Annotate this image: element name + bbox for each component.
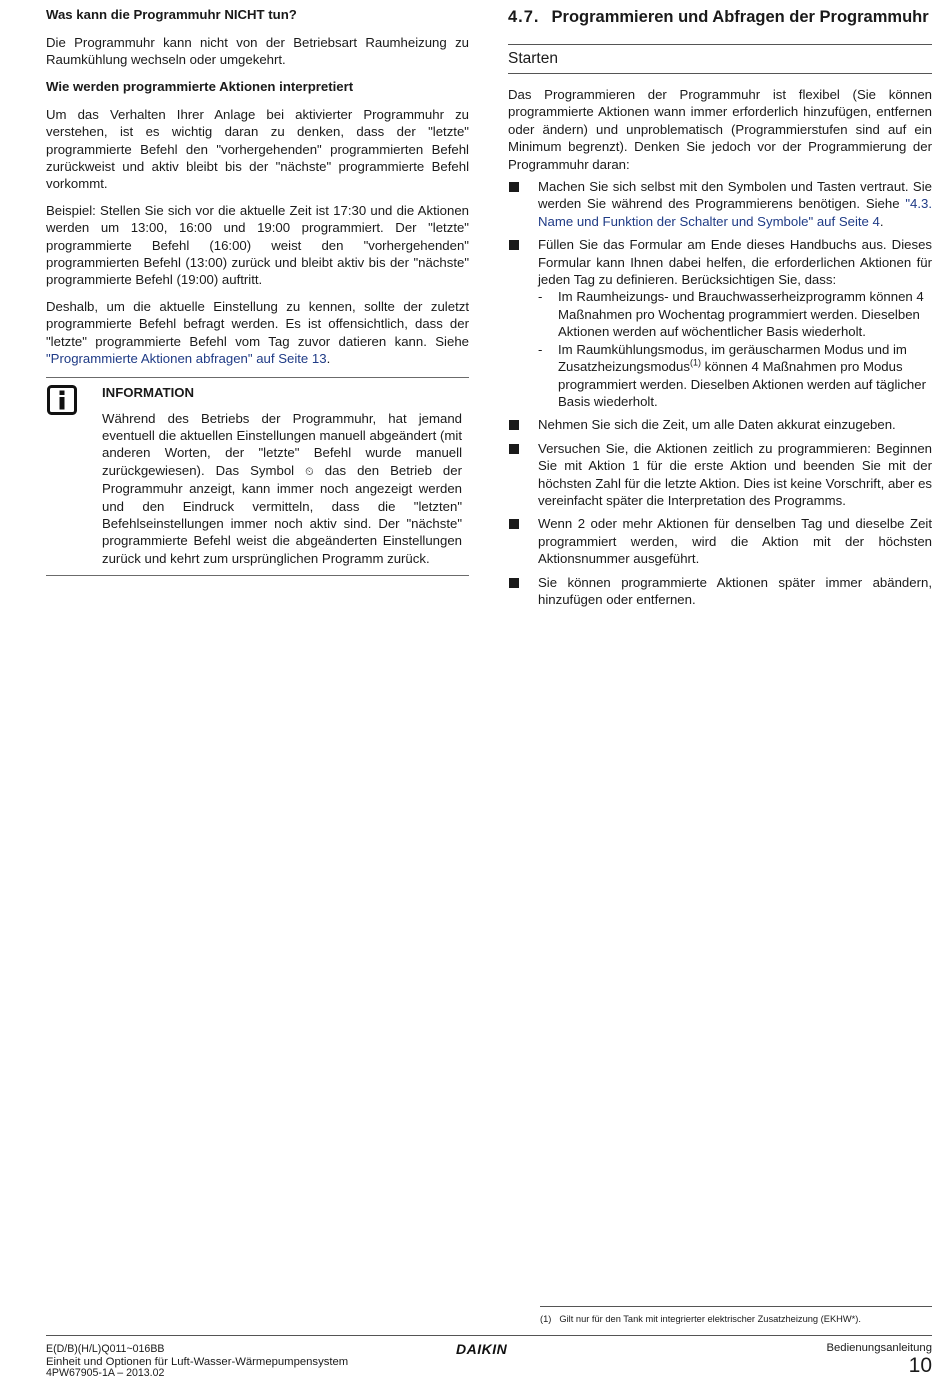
- list-item: [508, 178, 932, 230]
- dash-item-text: Im Raumheizungs- und Brauchwasserheizprogramm können 4 Maßnahmen pro Wochentag programmiert werden. Dieselben Aktionen werden auf wöchentlicher Basis wiederholt.: [558, 289, 924, 340]
- list-item-text: Versuchen Sie, die Aktionen zeitlich zu programmieren: Beginnen Sie mit Aktion 1 für die erste Aktion und beenden Sie mit der höchsten Zahl für die letzte Aktion. Dies ist keine Vorschrift, aber es vereinfacht später die Interpretation des Programms.: [538, 440, 932, 508]
- intro-paragraph: Das Programmieren der Programmuhr ist flexibel (Sie können programmierte Aktionen wann immer erforderlich hinzufügen, entfernen oder ändern) und unproblematisch (Programmierstufen sind auf ein Minimum begrenzt). Denken Sie jedoch vor der Programmierung der Programmuhr daran:: [508, 87, 932, 172]
- paragraph: Um das Verhalten Ihrer Anlage bei aktivierter Programmuhr zu verstehen, ist es wichtig daran zu denken, dass der "letzte" programmierte Befehl den "vorhergehenden" programmierten Befehl zurückweist und aktiv bleibt bis der "nächste" programmierte Befehl vorkommt.: [46, 106, 469, 192]
- section-number: 4.7.: [508, 8, 540, 26]
- dash-item: [538, 288, 932, 340]
- daikin-logo: DAIKIN: [456, 1341, 508, 1357]
- bullet-square-icon: [509, 519, 519, 529]
- page-footer: [46, 1335, 932, 1380]
- list-item: [508, 416, 932, 433]
- bullet-square-icon: [509, 578, 519, 588]
- footer-doctype: Bedienungsanleitung: [826, 1342, 932, 1354]
- link-switches-symbols[interactable]: "4.3. Name und Funktion der Schalter und Symbole" auf Seite 4: [538, 196, 932, 229]
- information-title: INFORMATION: [102, 384, 195, 400]
- footnote: [540, 1306, 932, 1325]
- footer-model: E(D/B)(H/L)Q011~016BB: [46, 1343, 165, 1355]
- footer-docno: 4PW67905-1A – 2013.02: [46, 1367, 165, 1379]
- dash-marker: -: [538, 341, 543, 357]
- left-column: [46, 6, 469, 576]
- link-query-actions[interactable]: "Programmierte Aktionen abfragen" auf Seite 13: [46, 351, 327, 367]
- list-item: [508, 574, 932, 609]
- page-number: 10: [908, 1354, 932, 1377]
- information-text: Während des Betriebs der Programmuhr, hat jemand eventuell die aktuellen Einstellungen manuell abgeändert (mit anderen Worten, der "letzte" Befehl wurde manuell zurückgewiesen). Das Symbol ⏲ das den Betrieb der Programmuhr anzeigt, kann immer noch angezeigt werden und den Eindruck vermitteln, dass die "letzten" Befehlseinstellungen immer noch aktiv sind. Der "nächste" programmierte Befehl weist die abgeänderten Einstellungen zurück und kehrt zum ursprünglichen Programm zurück.: [102, 410, 462, 566]
- dash-list: [538, 288, 932, 410]
- list-item-text: Sie können programmierte Aktionen später immer abändern, hinzufügen oder entfernen.: [538, 574, 932, 607]
- footer-left: [46, 1344, 348, 1380]
- list-item: [508, 236, 932, 410]
- section-title: [508, 6, 932, 28]
- heading-interpretation: Wie werden programmierte Aktionen interpretiert: [46, 78, 354, 94]
- bullet-square-icon: [509, 444, 519, 454]
- section-title-text: Programmieren und Abfragen der Programmuhr: [551, 8, 929, 26]
- list-item-text: Wenn 2 oder mehr Aktionen für denselben Tag und dieselbe Zeit programmiert werden, wird die Aktion mit der höchsten Aktionsnummer ausgeführt.: [538, 516, 932, 567]
- bullet-list: [508, 178, 932, 608]
- footnote-mark: (1): [540, 1314, 552, 1324]
- list-item-text: Füllen Sie das Formular am Ende dieses Handbuchs aus. Dieses Formular kann Ihnen dabei helfen, die erforderlichen Aktionen für jeden Tag zu definieren. Berücksichtigen Sie, dass:: [538, 237, 932, 288]
- paragraph: Die Programmuhr kann nicht von der Betriebsart Raumheizung zu Raumkühlung wechseln oder umgekehrt.: [46, 35, 469, 68]
- footnote-ref: (1): [689, 357, 701, 368]
- list-item-text: Machen Sie sich selbst mit den Symbolen und Tasten vertraut. Sie werden Sie während des Programmierens benötigen. Siehe "4.3. Name und Funktion der Schalter und Symbole" auf Seite 4.: [538, 179, 932, 229]
- heading-what-cannot: Was kann die Programmuhr NICHT tun?: [46, 7, 297, 22]
- bullet-square-icon: [509, 420, 519, 430]
- clock-icon: ⏲: [305, 464, 314, 478]
- dash-item: - Im Raumkühlungsmodus, im geräuscharmen Modus und im Zusatzheizungsmodus$^{(1)}$ können 4 Maßnahmen pro Modus programmiert werden. Dieselben Aktionen werden auf täglicher Basis wiederholt.: [538, 341, 926, 409]
- dash-marker: -: [538, 289, 543, 305]
- bullet-square-icon: [509, 182, 519, 192]
- footnote-text: Gilt nur für den Tank mit integrierter elektrischer Zusatzheizung (EKHW*).: [559, 1314, 861, 1324]
- list-item: [508, 515, 932, 567]
- list-item: [508, 440, 932, 510]
- right-column: [508, 6, 932, 614]
- paragraph-example: Beispiel: Stellen Sie sich vor die aktuelle Zeit ist 17:30 und die Aktionen werden um 13:00, 16:00 und 19:00 programmiert. Der "letzte" programmierte Befehl (16:00) weist den "vorhergehenden" programmierten Befehl (13:00) zurück und bleibt aktiv bis der "nächste" programmierte Befehl (19:00) auftritt.: [46, 202, 469, 288]
- list-item-text: Nehmen Sie sich die Zeit, um alle Daten akkurat einzugeben.: [538, 417, 896, 433]
- information-box: [46, 377, 469, 577]
- bullet-square-icon: [509, 240, 519, 250]
- divider: [508, 73, 932, 74]
- footer-product: Einheit und Optionen für Luft-Wasser-Wärmepumpensystem: [46, 1355, 349, 1368]
- information-icon: [47, 385, 77, 415]
- subsection-title: Starten: [508, 50, 558, 67]
- paragraph-reference: Deshalb, um die aktuelle Einstellung zu kennen, sollte der zuletzt programmierte Befehl befragt werden. Es ist offensichtlich, dass der "letzte" programmierte Befehl vom Tag zuvor datieren kann. Siehe "Programmierte Aktionen abfragen" auf Seite 13.: [46, 298, 469, 367]
- footer-right: [826, 1342, 932, 1377]
